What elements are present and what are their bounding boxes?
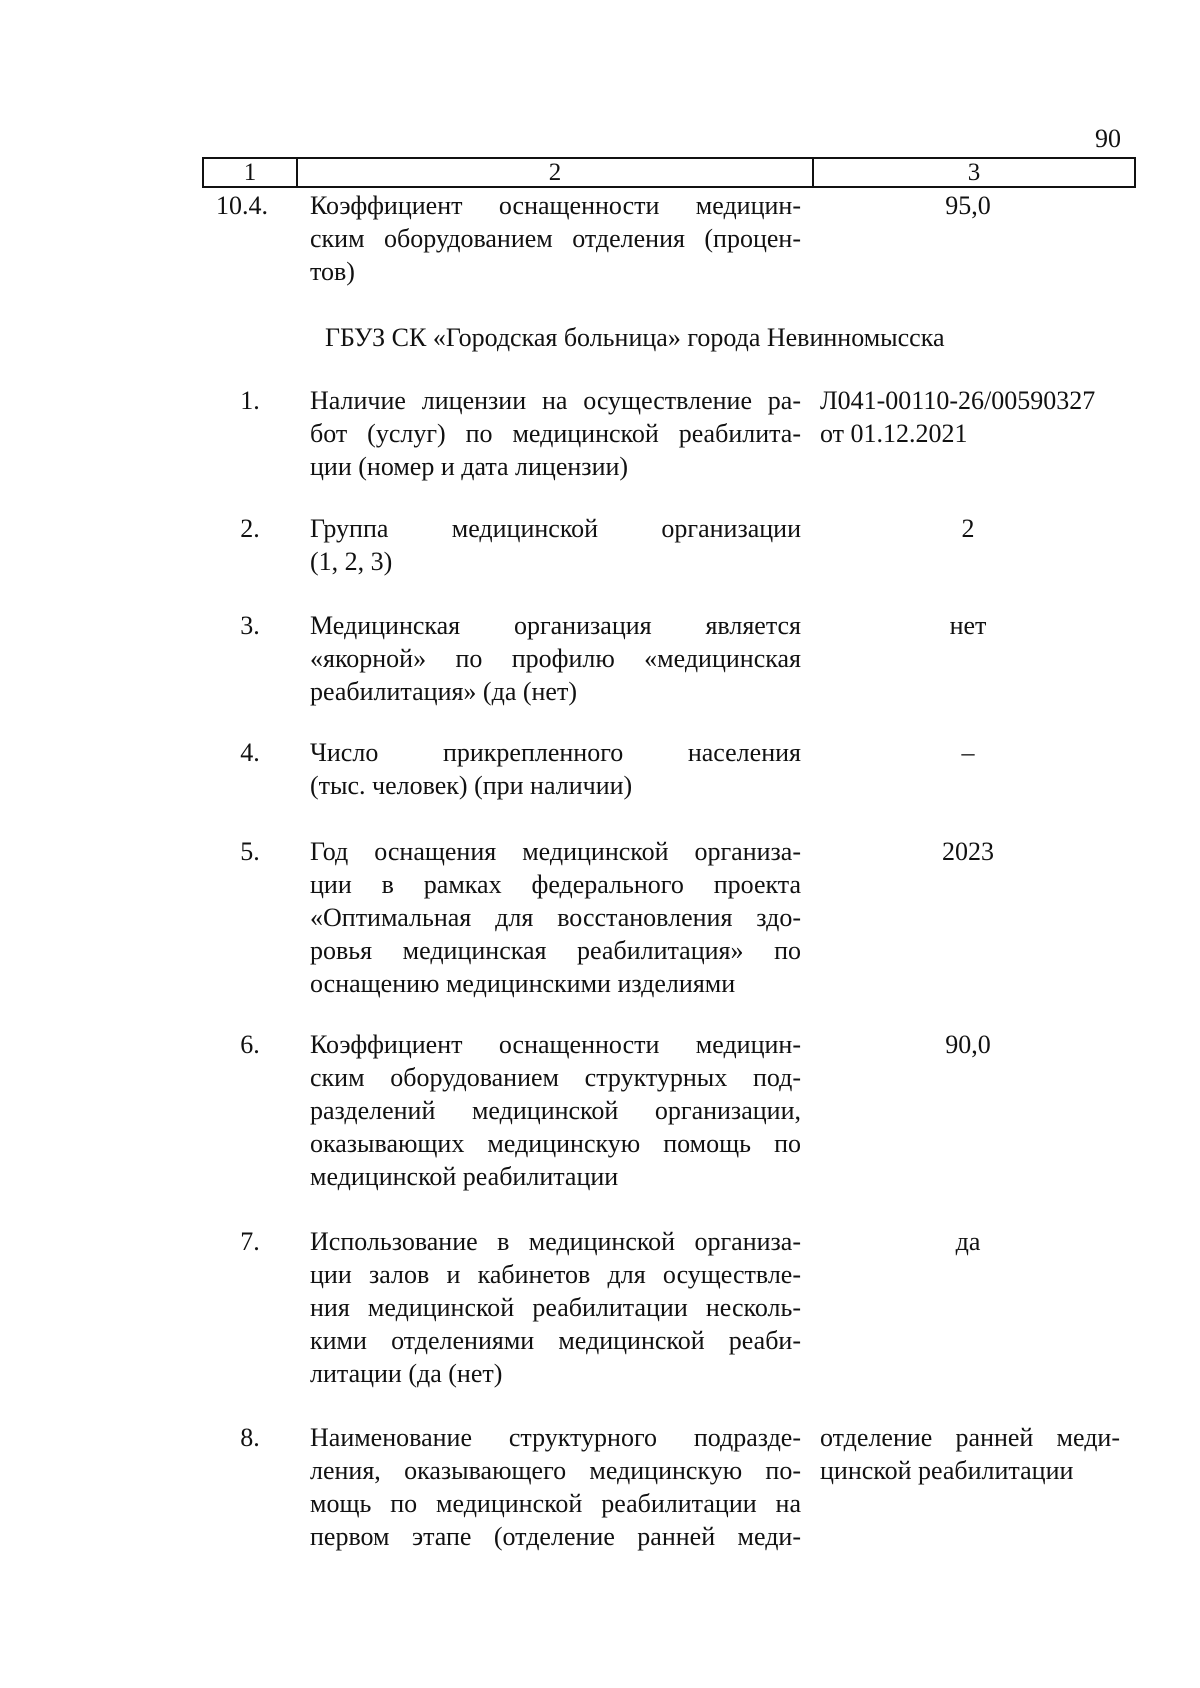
desc-line: разделений медицинской организации, xyxy=(310,1096,801,1125)
page-number: 90 xyxy=(1095,124,1121,153)
value-line: цинской реабилитации xyxy=(820,1456,1074,1485)
desc-line: «Оптимальная для восстановления здо- xyxy=(310,903,801,932)
header-col-3: 3 xyxy=(967,159,981,186)
row-value xyxy=(818,835,1118,868)
row-description xyxy=(310,1421,801,1553)
row-description xyxy=(310,384,801,483)
license-date: от 01.12.2021 xyxy=(820,419,968,448)
desc-line: Число прикрепленного населения xyxy=(310,738,801,767)
desc-line: Использование в медицинской организа- xyxy=(310,1227,801,1256)
row-value xyxy=(818,1225,1118,1258)
desc-line: ции залов и кабинетов для осуществле- xyxy=(310,1260,801,1289)
desc-line: ции (номер и дата лицензии) xyxy=(310,452,629,481)
row-number: 7. xyxy=(240,1227,260,1256)
desc-line: ния медицинской реабилитации несколь- xyxy=(310,1293,801,1322)
value-line: 2023 xyxy=(942,837,994,866)
desc-line: ским оборудованием отделения (процен- xyxy=(310,224,801,253)
row-value xyxy=(818,736,1118,769)
organization-title: ГБУЗ СК «Городская больница» города Невинномысска xyxy=(325,323,945,352)
row-number: 8. xyxy=(240,1423,260,1452)
desc-line: «якорной» по профилю «медицинская xyxy=(310,644,801,673)
row-description xyxy=(310,189,801,288)
row-value xyxy=(818,512,1118,545)
desc-line: литации (да (нет) xyxy=(310,1359,503,1388)
desc-line: бот (услуг) по медицинской реабилита- xyxy=(310,419,801,448)
row-description xyxy=(310,1028,801,1193)
license-number: Л041-00110-26/00590327 xyxy=(820,386,1096,415)
value-line: 2 xyxy=(961,514,975,543)
desc-line: первом этапе (отделение ранней меди- xyxy=(310,1522,801,1551)
row-value xyxy=(820,384,1120,450)
row-value xyxy=(820,1421,1120,1487)
row-number: 2. xyxy=(240,514,260,543)
desc-line: Коэффициент оснащенности медицин- xyxy=(310,1030,801,1059)
header-col-1: 1 xyxy=(204,159,298,186)
row-value xyxy=(818,609,1118,642)
desc-line: Наименование структурного подразде- xyxy=(310,1423,801,1452)
header-col-2: 2 xyxy=(298,159,814,186)
row-description xyxy=(310,1225,801,1390)
row-description xyxy=(310,736,801,802)
row-number: 5. xyxy=(240,837,260,866)
value-line: да xyxy=(955,1227,981,1256)
row-description xyxy=(310,835,801,1000)
row-number: 3. xyxy=(240,611,260,640)
row-number: 6. xyxy=(240,1030,260,1059)
desc-line: Коэффициент оснащенности медицин- xyxy=(310,191,801,220)
desc-line: (тыс. человек) (при наличии) xyxy=(310,771,633,800)
value-line: 90,0 xyxy=(945,1030,991,1059)
desc-line: ровья медицинская реабилитация» по xyxy=(310,936,801,965)
desc-line: реабилитация» (да (нет) xyxy=(310,677,577,706)
row-number: 1. xyxy=(240,386,260,415)
row-value xyxy=(818,1028,1118,1061)
desc-line: ления, оказывающего медицинскую по- xyxy=(310,1456,801,1485)
value-line: 95,0 xyxy=(945,191,991,220)
desc-line: Наличие лицензии на осуществление ра- xyxy=(310,386,801,415)
desc-line: Год оснащения медицинской организа- xyxy=(310,837,801,866)
value-line: отделение ранней меди- xyxy=(820,1423,1120,1452)
desc-line: кими отделениями медицинской реаби- xyxy=(310,1326,801,1355)
row-description xyxy=(310,512,801,578)
desc-line: оснащению медицинскими изделиями xyxy=(310,969,736,998)
row-number: 4. xyxy=(240,738,260,767)
table-header-row xyxy=(202,157,1136,188)
value-line: – xyxy=(961,738,975,767)
desc-line: ции в рамках федерального проекта xyxy=(310,870,801,899)
desc-line: тов) xyxy=(310,257,355,286)
value-line: нет xyxy=(949,611,987,640)
desc-line: оказывающих медицинскую помощь по xyxy=(310,1129,801,1158)
desc-line: медицинской реабилитации xyxy=(310,1162,619,1191)
desc-line: Медицинская организация является xyxy=(310,611,801,640)
desc-line: мощь по медицинской реабилитации на xyxy=(310,1489,801,1518)
desc-line: ским оборудованием структурных под- xyxy=(310,1063,801,1092)
row-number: 10.4. xyxy=(216,191,268,220)
row-description xyxy=(310,609,801,708)
desc-line: (1, 2, 3) xyxy=(310,547,393,576)
row-value xyxy=(818,189,1118,222)
desc-line: Группа медицинской организации xyxy=(310,514,801,543)
